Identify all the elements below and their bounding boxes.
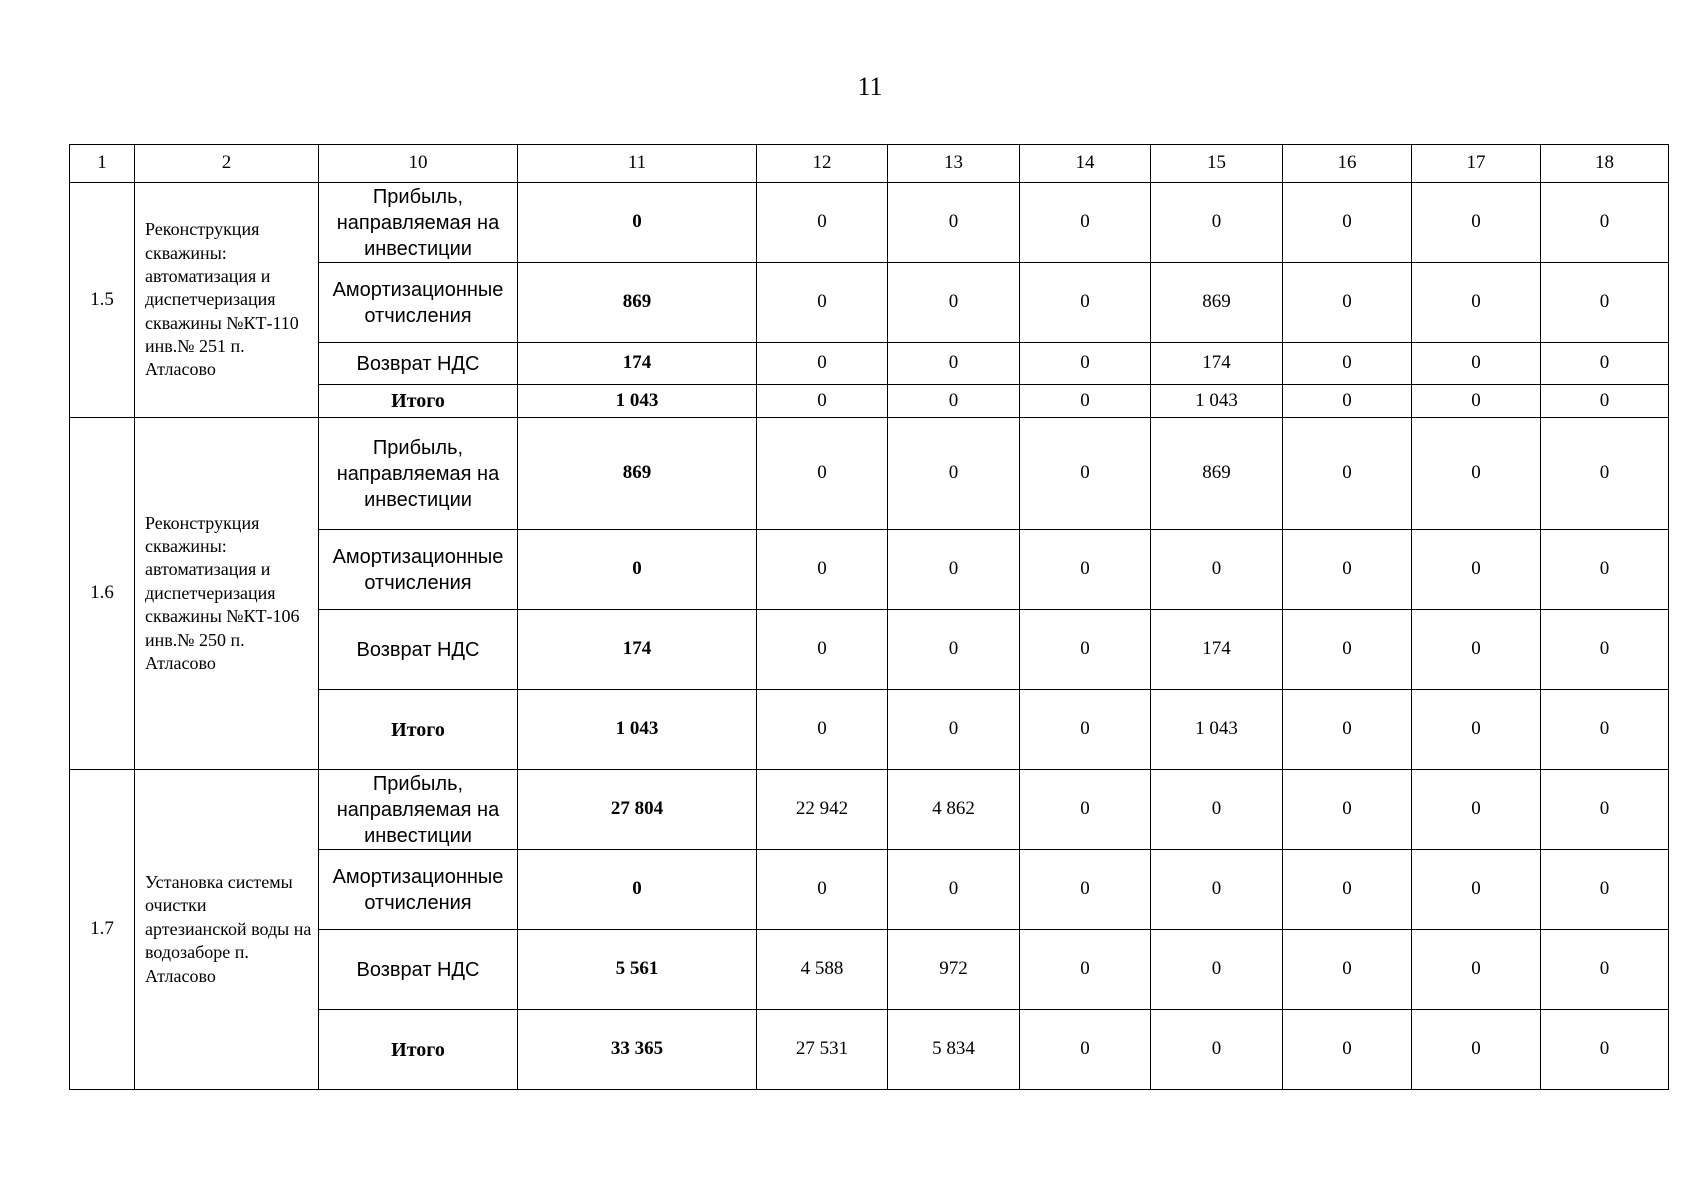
value-cell: 0 [1541, 610, 1669, 690]
value-cell: 0 [1283, 385, 1412, 418]
table-row [70, 770, 1669, 850]
total-label: Итого [319, 690, 518, 770]
item-number: 1.6 [70, 418, 135, 770]
value-cell: 0 [1541, 418, 1669, 530]
item-description: Реконструкция скважины: автоматизация и диспетчеризация скважины №КТ-110 инв.№ 251 п. Атласово [135, 183, 319, 418]
header-cell: 1 [70, 145, 135, 183]
investment-table [69, 144, 1669, 1090]
value-cell: 0 [1151, 770, 1283, 850]
value-cell: 0 [1283, 183, 1412, 263]
value-cell: 0 [1412, 1010, 1541, 1090]
value-cell: 0 [757, 690, 888, 770]
total-value-cell: 174 [518, 610, 757, 690]
total-value-cell: 869 [518, 418, 757, 530]
value-cell: 0 [1541, 530, 1669, 610]
value-cell: 0 [757, 385, 888, 418]
value-cell: 4 862 [888, 770, 1020, 850]
total-value-cell: 0 [518, 530, 757, 610]
funding-source: Возврат НДС [319, 343, 518, 385]
value-cell: 0 [888, 183, 1020, 263]
value-cell: 0 [1151, 850, 1283, 930]
value-cell: 0 [1541, 263, 1669, 343]
header-cell: 2 [135, 145, 319, 183]
value-cell: 0 [1283, 343, 1412, 385]
value-cell: 0 [1020, 1010, 1151, 1090]
total-value-cell: 0 [518, 850, 757, 930]
value-cell: 174 [1151, 343, 1283, 385]
total-label: Итого [319, 385, 518, 418]
value-cell: 0 [1541, 850, 1669, 930]
total-value-cell: 0 [518, 183, 757, 263]
value-cell: 0 [757, 343, 888, 385]
value-cell: 0 [1283, 530, 1412, 610]
value-cell: 174 [1151, 610, 1283, 690]
value-cell: 869 [1151, 418, 1283, 530]
value-cell: 0 [1412, 418, 1541, 530]
funding-source: Возврат НДС [319, 930, 518, 1010]
item-description: Установка системы очистки артезианской воды на водозаборе п. Атласово [135, 770, 319, 1090]
table-row [70, 418, 1669, 530]
value-cell: 0 [1020, 530, 1151, 610]
table-row [70, 183, 1669, 263]
value-cell: 0 [888, 530, 1020, 610]
header-cell: 17 [1412, 145, 1541, 183]
funding-source: Амортизационные отчисления [319, 263, 518, 343]
value-cell: 5 834 [888, 1010, 1020, 1090]
value-cell: 0 [1020, 770, 1151, 850]
value-cell: 27 531 [757, 1010, 888, 1090]
header-row [70, 145, 1669, 183]
value-cell: 0 [1412, 343, 1541, 385]
value-cell: 0 [1283, 1010, 1412, 1090]
value-cell: 0 [1020, 850, 1151, 930]
value-cell: 0 [1541, 690, 1669, 770]
item-number: 1.5 [70, 183, 135, 418]
funding-source: Прибыль, направляемая на инвестиции [319, 183, 518, 263]
value-cell: 0 [1020, 183, 1151, 263]
value-cell: 0 [1151, 530, 1283, 610]
value-cell: 0 [888, 850, 1020, 930]
value-cell: 0 [1541, 770, 1669, 850]
value-cell: 0 [757, 263, 888, 343]
value-cell: 0 [1412, 263, 1541, 343]
total-value-cell: 174 [518, 343, 757, 385]
header-cell: 15 [1151, 145, 1283, 183]
funding-source: Возврат НДС [319, 610, 518, 690]
funding-source: Амортизационные отчисления [319, 850, 518, 930]
value-cell: 0 [1020, 385, 1151, 418]
value-cell: 0 [888, 343, 1020, 385]
value-cell: 0 [1020, 418, 1151, 530]
header-cell: 16 [1283, 145, 1412, 183]
header-cell: 11 [518, 145, 757, 183]
value-cell: 0 [1541, 343, 1669, 385]
value-cell: 0 [888, 418, 1020, 530]
value-cell: 1 043 [1151, 690, 1283, 770]
value-cell: 0 [1412, 183, 1541, 263]
value-cell: 869 [1151, 263, 1283, 343]
value-cell: 4 588 [757, 930, 888, 1010]
total-value-cell: 5 561 [518, 930, 757, 1010]
total-value-cell: 33 365 [518, 1010, 757, 1090]
item-number: 1.7 [70, 770, 135, 1090]
value-cell: 1 043 [1151, 385, 1283, 418]
funding-source: Прибыль, направляемая на инвестиции [319, 418, 518, 530]
value-cell: 0 [1412, 850, 1541, 930]
header-cell: 12 [757, 145, 888, 183]
page-number: 11 [857, 72, 883, 101]
funding-source: Амортизационные отчисления [319, 530, 518, 610]
value-cell: 0 [757, 183, 888, 263]
value-cell: 0 [1020, 610, 1151, 690]
header-cell: 18 [1541, 145, 1669, 183]
value-cell: 0 [1412, 530, 1541, 610]
total-value-cell: 27 804 [518, 770, 757, 850]
total-value-cell: 1 043 [518, 385, 757, 418]
total-label: Итого [319, 1010, 518, 1090]
value-cell: 0 [1412, 610, 1541, 690]
value-cell: 0 [888, 385, 1020, 418]
value-cell: 0 [888, 263, 1020, 343]
value-cell: 972 [888, 930, 1020, 1010]
header-cell: 14 [1020, 145, 1151, 183]
value-cell: 0 [1283, 418, 1412, 530]
value-cell: 0 [757, 530, 888, 610]
header-cell: 10 [319, 145, 518, 183]
value-cell: 22 942 [757, 770, 888, 850]
value-cell: 0 [888, 690, 1020, 770]
funding-source: Прибыль, направляемая на инвестиции [319, 770, 518, 850]
value-cell: 0 [1541, 930, 1669, 1010]
value-cell: 0 [757, 850, 888, 930]
value-cell: 0 [757, 610, 888, 690]
value-cell: 0 [1283, 770, 1412, 850]
value-cell: 0 [1541, 385, 1669, 418]
value-cell: 0 [1151, 1010, 1283, 1090]
value-cell: 0 [1412, 385, 1541, 418]
value-cell: 0 [1412, 930, 1541, 1010]
value-cell: 0 [1412, 770, 1541, 850]
header-cell: 13 [888, 145, 1020, 183]
value-cell: 0 [1541, 183, 1669, 263]
value-cell: 0 [757, 418, 888, 530]
value-cell: 0 [1283, 263, 1412, 343]
value-cell: 0 [1151, 183, 1283, 263]
total-value-cell: 869 [518, 263, 757, 343]
value-cell: 0 [888, 610, 1020, 690]
value-cell: 0 [1412, 690, 1541, 770]
value-cell: 0 [1151, 930, 1283, 1010]
value-cell: 0 [1283, 610, 1412, 690]
value-cell: 0 [1283, 850, 1412, 930]
value-cell: 0 [1020, 930, 1151, 1010]
value-cell: 0 [1283, 690, 1412, 770]
item-description: Реконструкция скважины: автоматизация и диспетчеризация скважины №КТ-106 инв.№ 250 п. Атласово [135, 418, 319, 770]
value-cell: 0 [1283, 930, 1412, 1010]
value-cell: 0 [1541, 1010, 1669, 1090]
value-cell: 0 [1020, 690, 1151, 770]
value-cell: 0 [1020, 263, 1151, 343]
total-value-cell: 1 043 [518, 690, 757, 770]
value-cell: 0 [1020, 343, 1151, 385]
